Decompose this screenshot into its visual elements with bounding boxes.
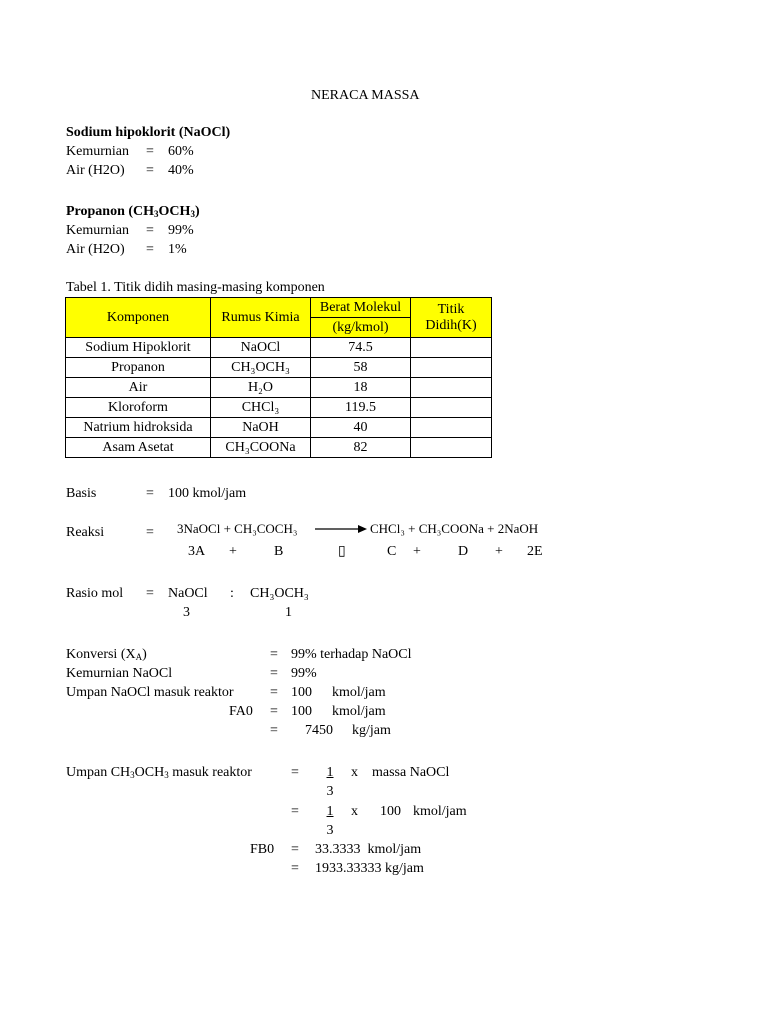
symbol-plus: + <box>495 544 503 559</box>
cell-rumus: NaOH <box>211 418 311 438</box>
fa0-mass-unit: kg/jam <box>352 723 391 738</box>
cell-komponen: Propanon <box>66 358 211 378</box>
rasio-eq: = <box>146 586 154 601</box>
symbol-3a: 3A <box>188 544 206 559</box>
naocl-heading: Sodium hipoklorit (NaOCl) <box>66 125 231 140</box>
basis-label: Basis <box>66 486 97 501</box>
cell-titik <box>411 378 492 398</box>
cell-komponen: Natrium hidroksida <box>66 418 211 438</box>
umpan-ch-eq: = <box>291 765 299 780</box>
boiling-point-table <box>65 297 492 458</box>
umpan-ch2-num: 100 <box>380 804 401 819</box>
umpan-ch-fraction <box>323 764 337 800</box>
umpan-ch-times: x <box>351 765 358 780</box>
naocl-purity-label: Kemurnian <box>66 144 129 159</box>
fraction-numerator: 1 <box>326 804 334 819</box>
fb0-value: 33.3333 kmol/jam <box>315 842 422 857</box>
rasio-sep: : <box>230 586 234 601</box>
kemurnian-naocl-eq: = <box>270 666 278 681</box>
umpan-naocl-num: 100 <box>291 685 312 700</box>
cell-rumus: CH₃COONa <box>211 438 311 458</box>
umpan-naocl-eq: = <box>270 685 278 700</box>
naocl-water-label: Air (H2O) <box>66 163 125 178</box>
cell-rumus: H₂O <box>211 378 311 398</box>
cell-komponen: Sodium Hipoklorit <box>66 338 211 358</box>
table-row <box>66 398 492 418</box>
propanon-water-label: Air (H2O) <box>66 242 125 257</box>
header-komponen: Komponen <box>66 298 211 338</box>
propanon-purity-eq: = <box>146 223 154 238</box>
konversi-eq: = <box>270 647 278 662</box>
symbol-d: D <box>458 544 469 559</box>
cell-bm: 58 <box>311 358 411 378</box>
table-row <box>66 358 492 378</box>
table-row <box>66 378 492 398</box>
rasio-label: Rasio mol <box>66 586 124 601</box>
reaksi-eq: = <box>146 525 154 540</box>
cell-rumus: NaOCl <box>211 338 311 358</box>
umpan-ch-rest: massa NaOCl <box>372 765 450 780</box>
reaksi-label: Reaksi <box>66 525 105 540</box>
cell-komponen: Air <box>66 378 211 398</box>
umpan-naocl-label: Umpan NaOCl masuk reaktor <box>66 685 234 700</box>
rasio-a-num: 3 <box>183 605 190 620</box>
table-caption: Tabel 1. Titik didih masing-masing komponen <box>66 280 325 295</box>
table-row <box>66 438 492 458</box>
reaction-arrow-icon <box>315 524 367 534</box>
rasio-b-num: 1 <box>285 605 292 620</box>
cell-titik <box>411 358 492 378</box>
fa0-unit: kmol/jam <box>332 704 386 719</box>
reaction-reactants: 3NaOCl + CH₃COCH₃ <box>177 521 298 536</box>
fa0-eq: = <box>270 704 278 719</box>
cell-titik <box>411 438 492 458</box>
cell-bm: 119.5 <box>311 398 411 418</box>
rasio-b: CH₃OCH₃ <box>250 586 309 601</box>
fraction-denominator: 3 <box>326 823 334 838</box>
propanon-water-value: 1% <box>168 242 187 257</box>
table-row <box>66 338 492 358</box>
konversi-label: Konversi $(X_A)$ <box>66 647 147 662</box>
symbol-plus: + <box>413 544 421 559</box>
fb0-mass-value: 1933.33333 kg/jam <box>315 861 424 876</box>
cell-rumus: CH₃OCH₃ <box>211 358 311 378</box>
propanon-purity-value: 99% <box>168 223 194 238</box>
cell-bm: 82 <box>311 438 411 458</box>
basis-value: 100 kmol/jam <box>168 486 247 501</box>
umpan-naocl-unit: kmol/jam <box>332 685 386 700</box>
rasio-a: NaOCl <box>168 586 208 601</box>
fa0-mass-eq: = <box>270 723 278 738</box>
symbol-2e: 2E <box>527 544 543 559</box>
table-row <box>66 418 492 438</box>
page-title: NERACA MASSA <box>311 88 420 103</box>
umpan-ch2-fraction <box>323 803 337 839</box>
cell-rumus: CHCl₃ <box>211 398 311 418</box>
propanon-heading: Propanon $(CH_3OCH_3)$ <box>66 204 200 219</box>
fa0-mass-num: 7450 <box>305 723 333 738</box>
header-bm-bottom: (kg/kmol) <box>311 318 411 338</box>
fb0-mass-eq: = <box>291 861 299 876</box>
symbol-b: B <box>274 544 284 559</box>
naocl-purity-eq: = <box>146 144 154 159</box>
header-rumus: Rumus Kimia <box>211 298 311 338</box>
header-titik: Titik Didih(K) <box>411 298 492 338</box>
umpan-ch2-unit: kmol/jam <box>413 804 467 819</box>
cell-komponen: Asam Asetat <box>66 438 211 458</box>
fraction-denominator: 3 <box>326 784 334 799</box>
fa0-label: FA0 <box>229 704 253 719</box>
symbol-c: C <box>387 544 397 559</box>
header-bm-top: Berat Molekul <box>311 298 411 318</box>
symbol-arrow-glyph: ▯ <box>338 544 346 559</box>
cell-titik <box>411 418 492 438</box>
kemurnian-naocl-label: Kemurnian NaOCl <box>66 666 173 681</box>
propanon-water-eq: = <box>146 242 154 257</box>
fb0-label: FB0 <box>250 842 275 857</box>
cell-bm: 40 <box>311 418 411 438</box>
fraction-numerator: 1 <box>326 765 334 780</box>
naocl-purity-value: 60% <box>168 144 194 159</box>
reaction-products: CHCl₃ + CH₃COONa + 2NaOH <box>370 521 539 536</box>
konversi-value: 99% terhadap NaOCl <box>291 647 412 662</box>
cell-bm: 18 <box>311 378 411 398</box>
umpan-ch-label: Umpan $CH_3OCH_3$ masuk reaktor <box>66 765 252 780</box>
fb0-eq: = <box>291 842 299 857</box>
umpan-ch2-times: x <box>351 804 358 819</box>
propanon-purity-label: Kemurnian <box>66 223 129 238</box>
cell-titik <box>411 338 492 358</box>
fa0-num: 100 <box>291 704 312 719</box>
cell-komponen: Kloroform <box>66 398 211 418</box>
cell-bm: 74.5 <box>311 338 411 358</box>
symbol-plus: + <box>229 544 237 559</box>
umpan-ch2-eq: = <box>291 804 299 819</box>
basis-eq: = <box>146 486 154 501</box>
naocl-water-eq: = <box>146 163 154 178</box>
kemurnian-naocl-value: 99% <box>291 666 317 681</box>
cell-titik <box>411 398 492 418</box>
naocl-water-value: 40% <box>168 163 194 178</box>
